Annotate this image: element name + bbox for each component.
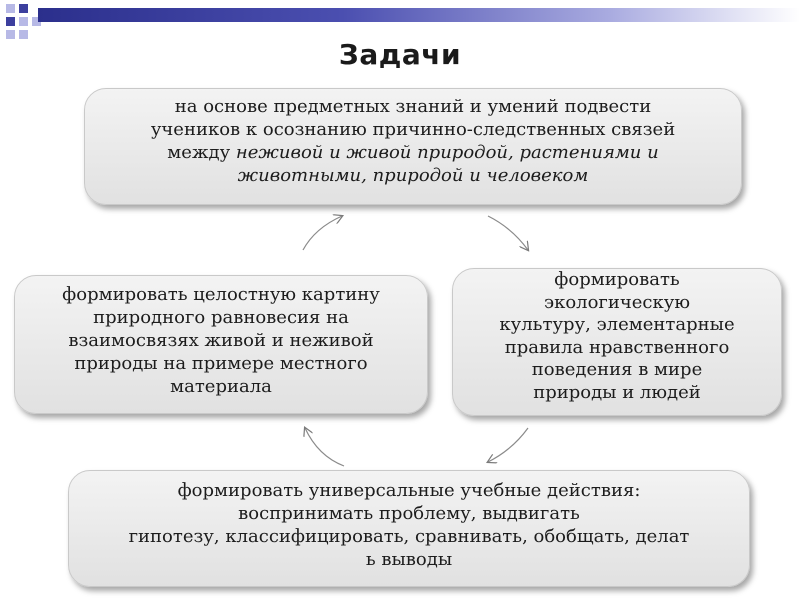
task-box-left [14, 275, 428, 414]
arrow-bottom-to-left [305, 428, 344, 466]
arrow-right-to-bottom [488, 428, 528, 462]
text-line: материала [170, 376, 272, 397]
text-line: учеников к осознанию причинно-следственных связей [150, 119, 676, 140]
text-line: воспринимать проблему, выдвигать [238, 503, 580, 524]
text-line-italic: животными, природой и человеком [237, 165, 589, 186]
page-title: Задачи [338, 38, 462, 71]
header-gradient-bar [38, 8, 800, 22]
arrow-top-to-right [488, 216, 528, 250]
text-line: природного равновесия на [93, 307, 349, 328]
arrow-left-to-top [303, 216, 342, 250]
text-line: гипотезу, классифицировать, сравнивать, обобщать, делат [128, 526, 690, 547]
text-line: взаимосвязях живой и неживой [68, 330, 374, 351]
text-line: культуру, элементарные [499, 314, 735, 335]
task-box-bottom [68, 470, 750, 587]
text-line: правила нравственного [504, 336, 730, 358]
text-line: природы и людей [533, 381, 701, 403]
text-line: формировать [554, 269, 680, 290]
text-line: формировать универсальные учебные действия: [177, 480, 641, 501]
text-line: природы на примере местного [74, 353, 368, 374]
text-line: формировать целостную картину [62, 284, 380, 305]
text-line: поведения в мире [531, 359, 703, 380]
text-line: на основе предметных знаний и умений подвести [174, 96, 652, 117]
text-fragment: между [167, 142, 236, 163]
text-line [97, 141, 729, 164]
text-fragment-italic: неживой и живой природой, растениями и [235, 142, 659, 163]
task-box-right [452, 268, 782, 416]
text-line: ь выводы [365, 549, 453, 570]
text-line: экологическую [543, 291, 690, 313]
task-box-top [84, 88, 742, 205]
